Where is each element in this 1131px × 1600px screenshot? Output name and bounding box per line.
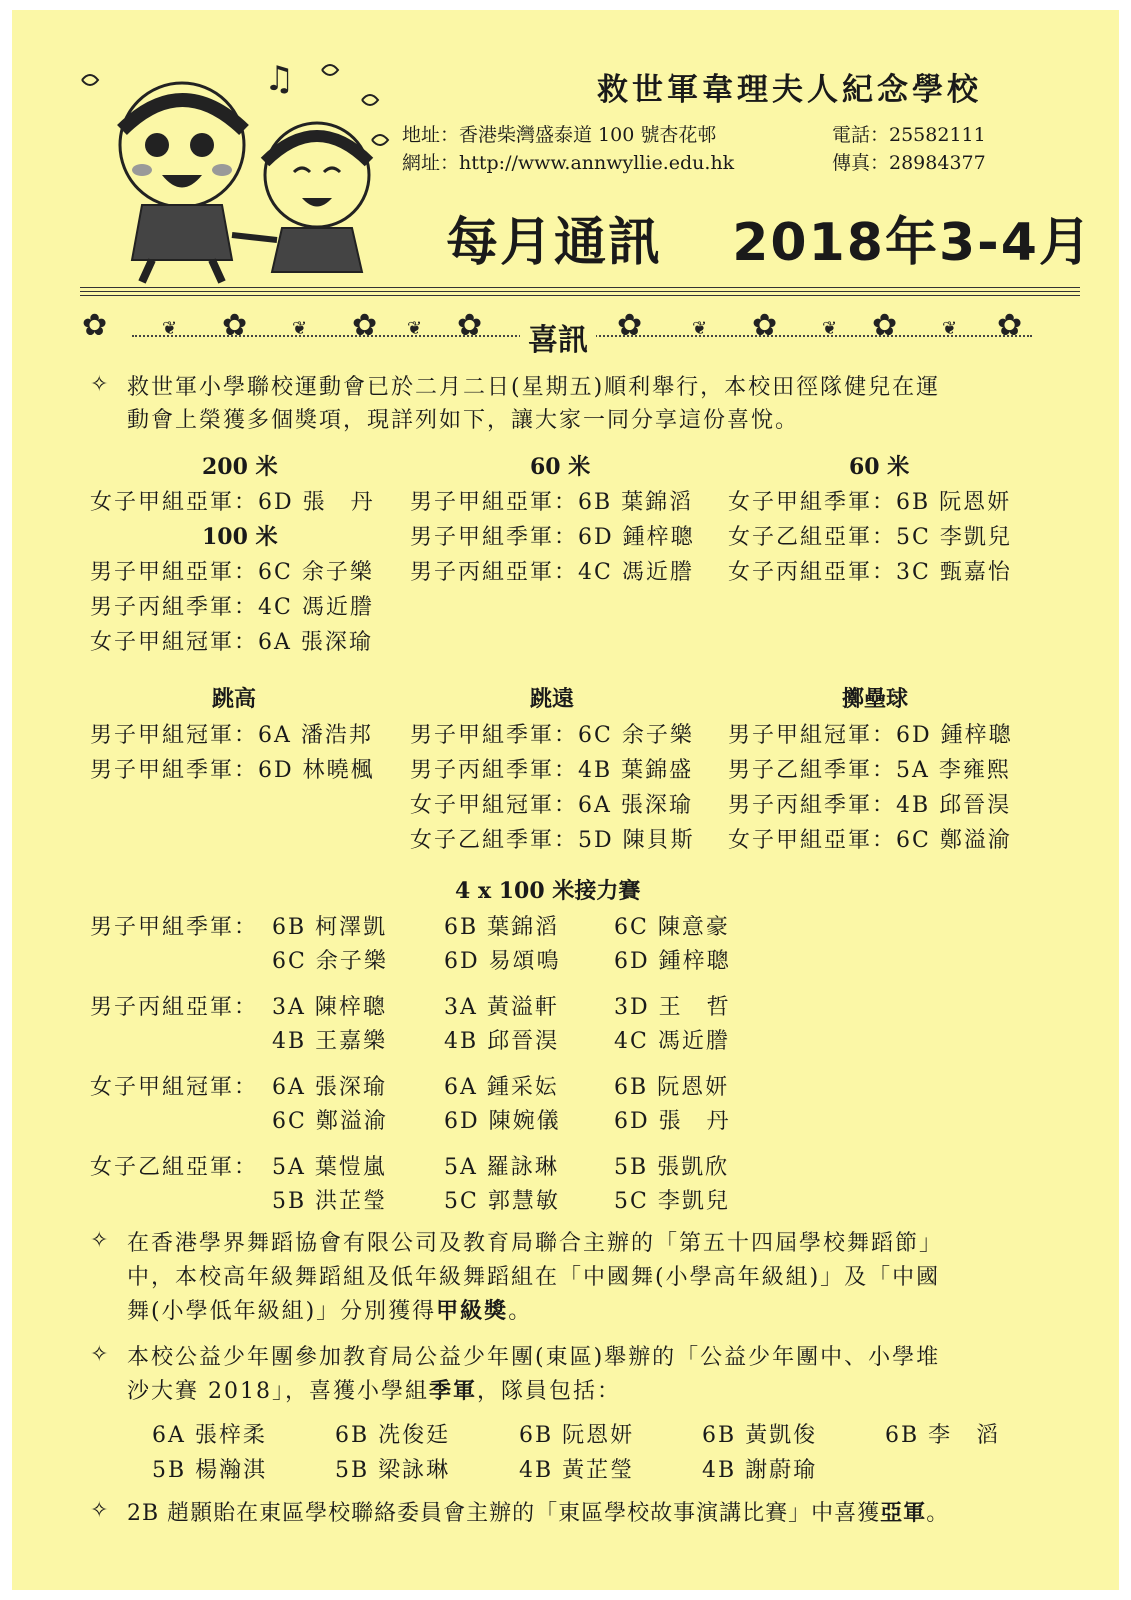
flower-icon: ✿ [222,308,248,343]
result-row: 女子丙組亞軍：3C 甄嘉怡 [728,560,1012,585]
school-name: 救世軍韋理夫人紀念學校 [597,72,982,108]
result-row: 女子甲組季軍：6B 阮恩妍 [728,490,1012,515]
story-line [127,1496,949,1527]
result-row: 男子丙組亞軍：4C 馮近謄 [410,560,694,585]
relay-member: 4C 馮近謄 [614,1029,730,1054]
relay-member: 6D 陳婉儀 [444,1109,561,1134]
header-divider-bottom [80,295,1080,296]
flower-icon: ✿ [617,308,643,343]
relay-member: 6B 阮恩妍 [614,1075,730,1100]
story-award: 亞軍 [880,1500,927,1526]
relay-member: 6A 鍾采妘 [444,1075,559,1100]
relay-member: 4B 邱晉淏 [444,1029,560,1054]
relay-member: 5A 羅詠琳 [444,1155,559,1180]
flower-icon: ✿ [457,308,483,343]
bullet-icon: ✧ [90,1342,109,1367]
relay-member: 6C 陳意豪 [614,915,730,940]
team-member: 6B 李 滔 [885,1423,1001,1448]
dance-line-3-end: 。 [508,1299,533,1324]
result-row: 女子甲組亞軍：6C 鄭溢渝 [728,828,1012,853]
header-divider-mid [80,291,1080,292]
leaf-icon: ❦ [162,318,178,339]
relay-member: 6C 鄭溢渝 [272,1109,388,1134]
leaf-icon: ❦ [407,318,423,339]
relay-member: 6B 葉錦滔 [444,915,560,940]
relay-member: 5B 洪芷瑩 [272,1189,388,1214]
relay-member: 3D 王 哲 [614,995,731,1020]
relay-member: 6B 柯澤凱 [272,915,388,940]
intro-line-1: 救世軍小學聯校運動會已於二月二日(星期五)順利舉行，本校田徑隊健兒在運 [127,375,941,400]
team-member: 6A 張梓柔 [152,1423,267,1448]
relay-member: 3A 黃溢軒 [444,995,559,1020]
story-text: 2B 趙顥貽在東區學校聯絡委員會主辦的「東區學校故事演講比賽」中喜獲 [127,1501,881,1526]
event-softball-heading: 擲壘球 [842,686,909,712]
result-row: 男子甲組冠軍：6A 潘浩邦 [90,723,373,748]
story-end: 。 [926,1501,950,1526]
result-row: 男子丙組季軍：4B 邱晉淏 [728,793,1012,818]
dance-line-1: 在香港學界舞蹈協會有限公司及教育局聯合主辦的「第五十四屆學校舞蹈節」 [127,1231,944,1256]
relay-member: 6D 張 丹 [614,1109,731,1134]
relay-award: 女子甲組冠軍： [90,1075,259,1100]
flower-icon: ✿ [352,308,378,343]
dance-line-3-text: 舞(小學低年級組)」分別獲得 [127,1299,437,1324]
relay-member: 6C 余子樂 [272,949,388,974]
result-row: 女子甲組冠軍：6A 張深瑜 [90,630,373,655]
section-title-good-news: 喜訊 [520,315,596,359]
team-member: 5B 梁詠琳 [335,1458,451,1483]
result-row: 男子丙組季軍：4C 馮近謄 [90,595,374,620]
event-long-jump-heading: 跳遠 [530,686,575,712]
result-row: 男子甲組季軍：6D 林曉楓 [90,758,375,783]
result-row: 男子甲組亞軍：6C 余子樂 [90,560,374,585]
relay-award: 男子甲組季軍： [90,915,259,940]
music-note-icon: ♫ [264,59,295,99]
relay-member: 5C 郭慧敏 [444,1189,560,1214]
bullet-icon: ✧ [90,372,109,397]
newsletter-name: 每月通訊 [446,213,663,273]
dance-line-3 [127,1294,532,1325]
relay-member: 5C 李凱兒 [614,1189,730,1214]
leaf-icon: ❦ [942,318,958,339]
newsletter-title [446,200,1093,275]
relay-award: 男子丙組亞軍： [90,995,259,1020]
relay-member: 6A 張深瑜 [272,1075,387,1100]
issue-date: 2018年3-4月 [732,213,1093,273]
relay-member: 4B 王嘉樂 [272,1029,388,1054]
result-row: 男子乙組季軍：5A 李雍熙 [728,758,1011,783]
sand-line-2-text: 沙大賽 2018」，喜獲小學組 [127,1379,429,1404]
sand-line-2-end: ，隊員包括： [477,1379,622,1404]
event-60m-girls-heading: 60 米 [849,454,910,480]
leaf-icon: ❦ [292,318,308,339]
leaf-icon: ❦ [822,318,838,339]
school-website[interactable]: 網址：http://www.annwyllie.edu.hk [402,152,735,174]
flower-icon: ✿ [82,308,108,343]
team-member: 4B 黃芷瑩 [519,1458,635,1483]
intro-line-2: 動會上榮獲多個獎項，現詳列如下，讓大家一同分享這份喜悅。 [127,408,800,433]
dance-line-2: 中，本校高年級舞蹈組及低年級舞蹈組在「中國舞(小學高年級組)」及「中國 [127,1265,941,1290]
sand-line-2 [127,1374,621,1405]
event-100m-heading: 100 米 [202,524,278,550]
result-row: 男子甲組亞軍：6B 葉錦滔 [410,490,694,515]
sand-line-1: 本校公益少年團參加教育局公益少年團(東區)舉辦的「公益少年團中、小學堆 [127,1345,941,1370]
result-row: 男子甲組季軍：6D 鍾梓聰 [410,525,695,550]
mascot-children-illustration [72,50,412,290]
flower-icon: ✿ [872,308,898,343]
result-row: 女子甲組冠軍：6A 張深瑜 [410,793,693,818]
flower-icon: ✿ [997,308,1023,343]
relay-member: 5A 葉愷嵐 [272,1155,387,1180]
result-row: 女子甲組亞軍：6D 張 丹 [90,490,375,515]
bullet-icon: ✧ [90,1498,109,1523]
relay-heading: 4 x 100 米接力賽 [455,878,641,904]
flower-icon: ✿ [752,308,778,343]
sand-award: 季軍 [428,1378,477,1404]
dance-award: 甲級獎 [436,1298,509,1324]
relay-award: 女子乙組亞軍： [90,1155,259,1180]
result-row: 女子乙組亞軍：5C 李凱兒 [728,525,1012,550]
header-divider-top [80,287,1080,288]
school-phone: 電話：25582111 [832,124,986,146]
school-fax: 傳真：28984377 [832,152,986,174]
result-row: 女子乙組季軍：5D 陳貝斯 [410,828,695,853]
newsletter-page [12,10,1119,1590]
relay-member: 3A 陳梓聰 [272,995,387,1020]
result-row: 男子甲組季軍：6C 余子樂 [410,723,694,748]
result-row: 男子甲組冠軍：6D 鍾梓聰 [728,723,1013,748]
relay-member: 5B 張凱欣 [614,1155,730,1180]
team-member: 6B 冼俊廷 [335,1423,451,1448]
bullet-icon: ✧ [90,1228,109,1253]
team-member: 4B 謝蔚瑜 [702,1458,818,1483]
relay-member: 6D 鍾梓聰 [614,949,731,974]
team-member: 5B 楊瀚淇 [152,1458,268,1483]
event-high-jump-heading: 跳高 [212,686,257,712]
leaf-icon: ❦ [692,318,708,339]
result-row: 男子丙組季軍：4B 葉錦盛 [410,758,694,783]
event-60m-boys-heading: 60 米 [530,454,591,480]
event-200m-heading: 200 米 [202,454,278,480]
school-address: 地址：香港柴灣盛泰道 100 號杏花邨 [402,124,717,146]
relay-member: 6D 易頌鳴 [444,949,561,974]
team-member: 6B 阮恩妍 [519,1423,635,1448]
team-member: 6B 黃凱俊 [702,1423,818,1448]
